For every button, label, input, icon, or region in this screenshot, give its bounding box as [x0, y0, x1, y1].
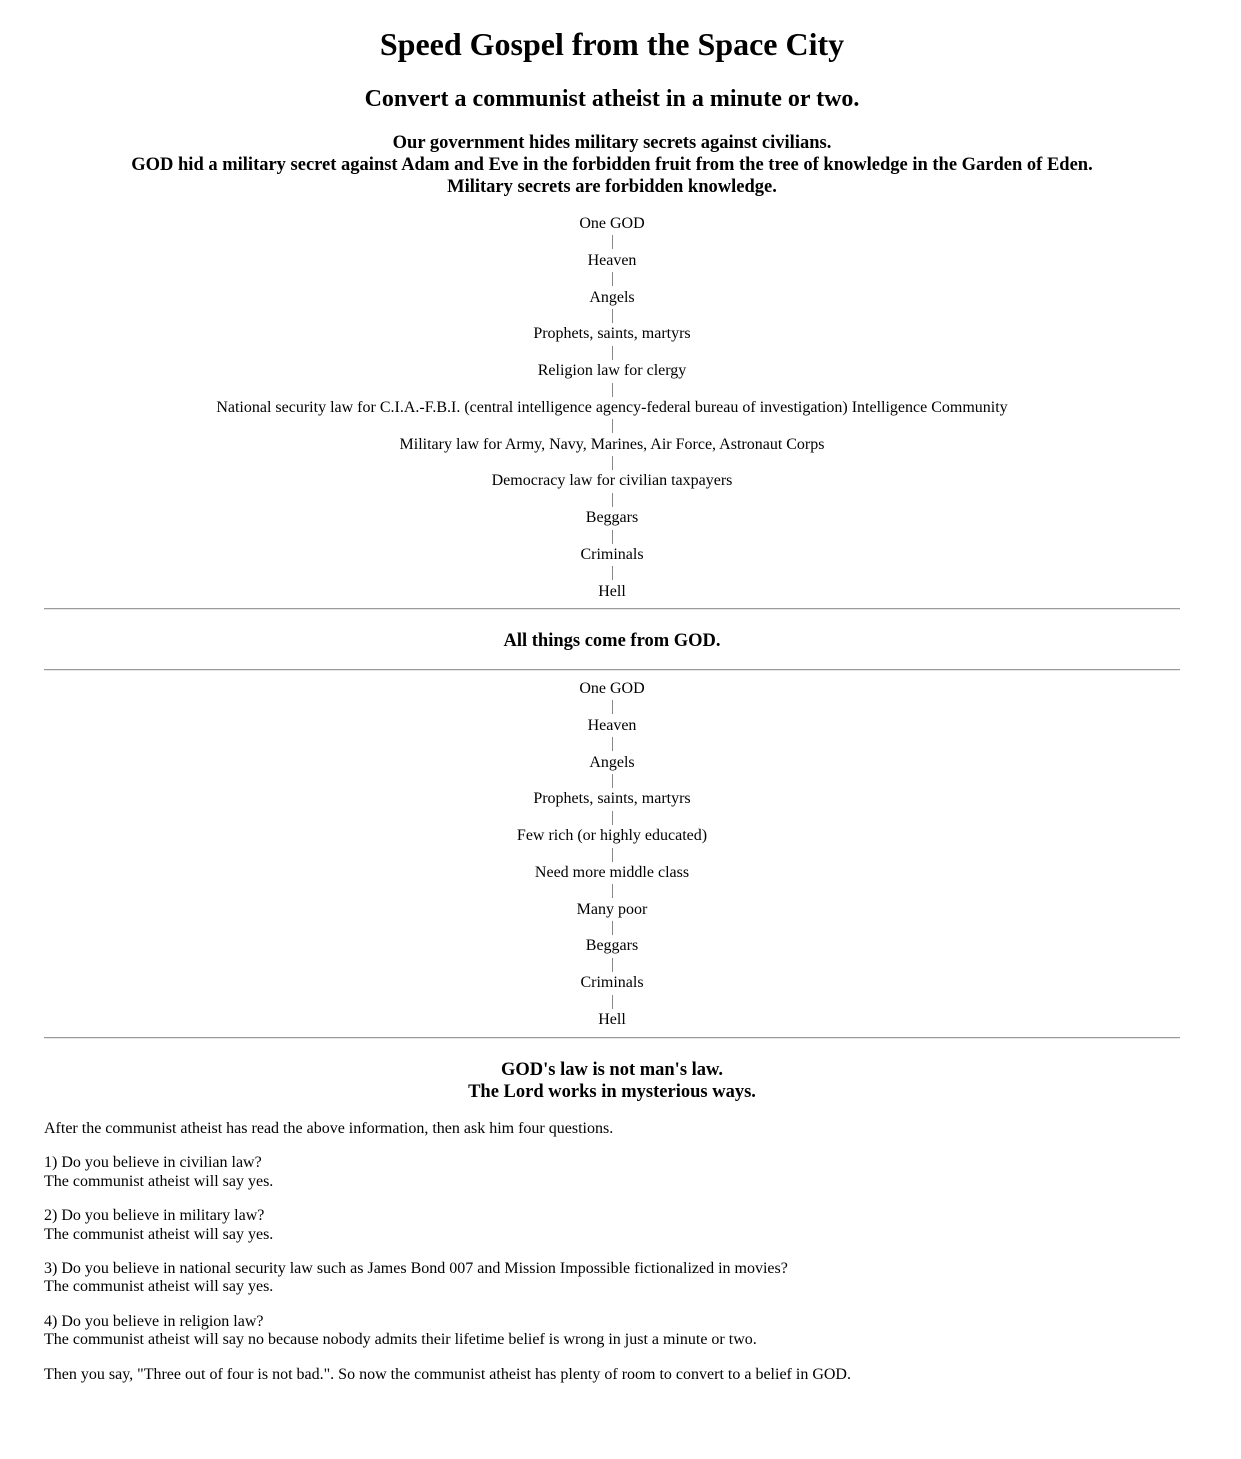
conclusion-text: Then you say, "Three out of four is not bad.". So now the communist atheist has plenty of room to convert to a belief in GOD. [44, 1365, 851, 1383]
hierarchy-node: Angels [589, 288, 635, 306]
hierarchy-node: Prophets, saints, martyrs [533, 325, 691, 343]
middle-heading-text: All things come from GOD. [503, 631, 721, 651]
hierarchy-connector [44, 993, 1180, 1011]
hierarchy-connector [44, 735, 1180, 753]
hierarchy-connector [44, 956, 1180, 974]
question-text: 4) Do you believe in religion law? [44, 1312, 264, 1330]
closing-heading [44, 1059, 1180, 1103]
instruction-text: After the communist atheist has read the above information, then ask him four questions. [44, 1120, 614, 1137]
hierarchy-node: Angels [589, 753, 635, 771]
hierarchy-connector [44, 528, 1180, 546]
intro-line: GOD hid a military secret against Adam and Eve in the forbidden fruit from the tree of knowledge in the Garden of Eden. [131, 155, 1093, 175]
divider [44, 669, 1180, 671]
hierarchy-connector [44, 698, 1180, 716]
hierarchy-connector [44, 772, 1180, 790]
hierarchy-connector [44, 417, 1180, 435]
closing-heading-line: GOD's law is not man's law. [500, 1060, 724, 1080]
question-text: 2) Do you believe in military law? [44, 1207, 265, 1225]
hierarchy-node: Religion law for clergy [537, 362, 687, 380]
hierarchy-connector [44, 233, 1180, 251]
hierarchy-node: Beggars [585, 937, 639, 955]
question-text: 1) Do you believe in civilian law? [44, 1154, 262, 1172]
hierarchy-node: Heaven [587, 716, 637, 734]
middle-heading [44, 630, 1180, 652]
page-subtitle: Convert a communist atheist in a minute or two. [364, 86, 860, 112]
hierarchy-connector [44, 454, 1180, 472]
answer-text: The communist atheist will say yes. [44, 1278, 274, 1296]
intro-line: Military secrets are forbidden knowledge. [447, 177, 777, 197]
hierarchy-node: Criminals [580, 546, 644, 564]
intro-line: Our government hides military secrets against civilians. [392, 133, 832, 153]
hierarchy-node: Criminals [580, 974, 644, 992]
hierarchy-connector [44, 491, 1180, 509]
class-hierarchy [44, 680, 1180, 1029]
body-text [44, 1120, 1180, 1400]
divider [44, 608, 1180, 610]
hierarchy-node: Hell [598, 582, 626, 600]
hierarchy-connector [44, 846, 1180, 864]
hierarchy-node: One GOD [579, 680, 645, 697]
law-hierarchy [44, 215, 1180, 601]
hierarchy-connector [44, 344, 1180, 362]
page-title: Speed Gospel from the Space City [379, 26, 845, 62]
hierarchy-node: Many poor [576, 900, 648, 918]
hierarchy-connector [44, 564, 1180, 582]
hierarchy-node: Heaven [587, 251, 637, 269]
hierarchy-node: Prophets, saints, martyrs [533, 790, 691, 808]
hierarchy-node: Need more middle class [534, 863, 690, 881]
hierarchy-node: Few rich (or highly educated) [516, 827, 708, 845]
hierarchy-node: Democracy law for civilian taxpayers [491, 472, 733, 490]
hierarchy-connector [44, 919, 1180, 937]
intro-block [44, 132, 1180, 198]
answer-text: The communist atheist will say no because nobody admits their lifetime belief is wrong in just a minute or two. [44, 1331, 757, 1349]
hierarchy-connector [44, 809, 1180, 827]
hierarchy-node: Hell [598, 1011, 626, 1029]
instruction-paragraph [44, 1120, 1180, 1138]
hierarchy-node: Beggars [585, 509, 639, 527]
conclusion-paragraph [44, 1366, 1180, 1384]
hierarchy-node: One GOD [579, 215, 645, 232]
answer-text: The communist atheist will say yes. [44, 1172, 274, 1190]
hierarchy-node: National security law for C.I.A.-F.B.I. (central intelligence agency-federal bureau of investigation) Intelligence Community [216, 398, 1008, 416]
hierarchy-connector [44, 381, 1180, 399]
hierarchy-connector [44, 270, 1180, 288]
answer-text: The communist atheist will say yes. [44, 1225, 274, 1243]
hierarchy-connector [44, 882, 1180, 900]
divider [44, 1037, 1180, 1039]
question-text: 3) Do you believe in national security law such as James Bond 007 and Mission Impossible fictionalized in movies? [44, 1260, 788, 1278]
hierarchy-connector [44, 307, 1180, 325]
closing-heading-line: The Lord works in mysterious ways. [468, 1082, 756, 1102]
hierarchy-node: Military law for Army, Navy, Marines, Air Force, Astronaut Corps [399, 435, 825, 453]
